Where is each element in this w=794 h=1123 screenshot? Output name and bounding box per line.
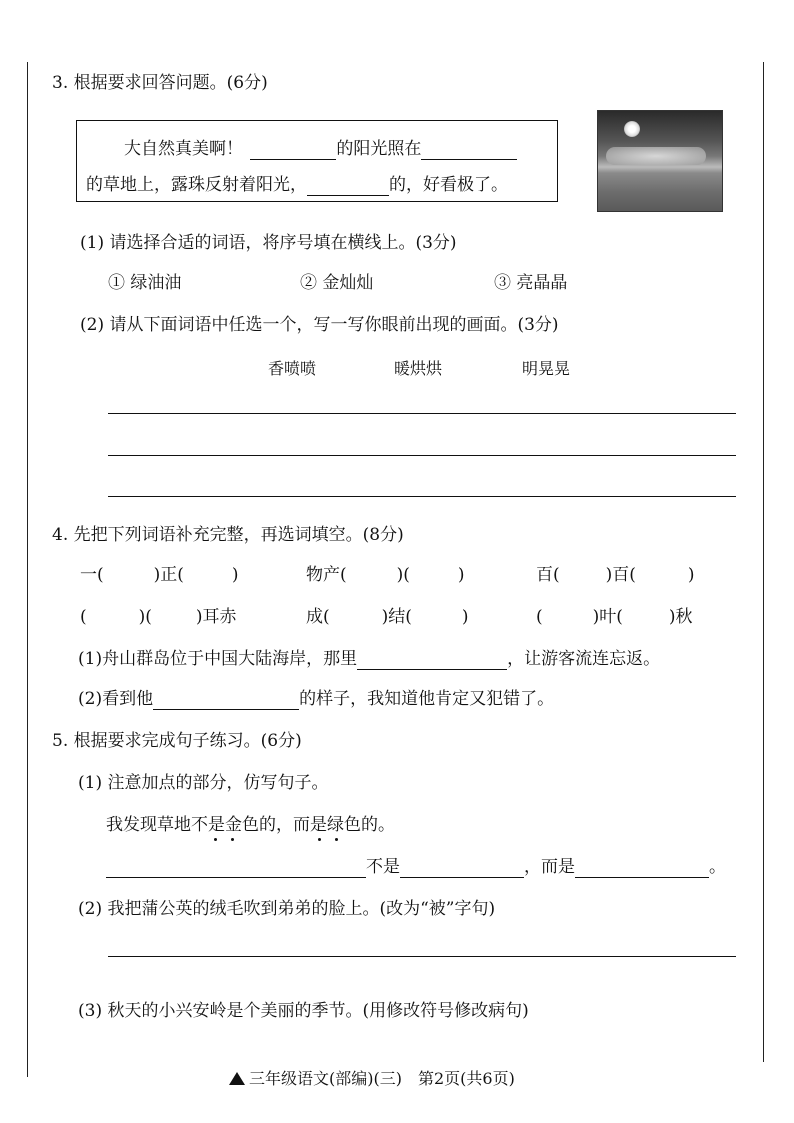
q4-sub2-text: (2)看到他 — [78, 689, 154, 709]
q3-sub2: (2) 请从下面词语中任选一个，写一写你眼前出现的画面。(3分) — [80, 315, 559, 335]
q3-answer-line-1[interactable] — [108, 413, 736, 414]
publisher-logo-icon — [229, 1072, 245, 1085]
emphasis-dot — [214, 838, 217, 841]
idiom-part: ) — [231, 565, 239, 585]
q4-sub2-text: 的样子，我知道他肯定又犯错了。 — [299, 689, 555, 709]
q5-blank-3[interactable] — [575, 859, 709, 878]
q3-word-1: 香喷喷 — [268, 359, 317, 378]
q5-answer-line[interactable] — [108, 956, 736, 957]
idiom-part: )秋 — [668, 607, 693, 627]
q4-sub2 — [78, 688, 554, 710]
idiom-part: ) — [461, 607, 469, 627]
sun-glow — [624, 121, 640, 137]
q3-passage-text: 大自然真美啊！ — [124, 139, 243, 159]
q3-passage-text: 的草地上，露珠反射着阳光， — [86, 175, 307, 195]
idiom-part: )耳赤 — [195, 607, 237, 627]
idiom-part: 成( — [306, 607, 330, 627]
idiom-part: 物产( — [306, 565, 347, 585]
q4-idiom-6 — [536, 606, 693, 628]
q4-sub1-text: ，让游客流连忘返。 — [507, 649, 661, 669]
idiom-part: )( — [396, 565, 410, 585]
emphasis-dot — [318, 838, 321, 841]
q3-passage-text: 的，好看极了。 — [389, 175, 508, 195]
q5-pattern-text: ，而是 — [524, 857, 575, 877]
emphasis-dot — [335, 838, 338, 841]
idiom-part: )百( — [605, 565, 636, 585]
q5-blank-2[interactable] — [400, 859, 524, 878]
left-margin-rule — [27, 62, 28, 1077]
q4-blank-1[interactable] — [357, 651, 507, 670]
q5-pattern-text: 不是 — [366, 857, 400, 877]
idiom-part: 百( — [536, 565, 560, 585]
idiom-part: )( — [138, 607, 152, 627]
q3-option-1: ① 绿油油 — [108, 273, 182, 293]
emphasis-dot — [231, 838, 234, 841]
q4-sub1 — [78, 648, 660, 670]
idiom-part: ( — [536, 607, 543, 627]
idiom-part: 一( — [80, 565, 104, 585]
q3-option-2: ② 金灿灿 — [300, 273, 374, 293]
q5-example-sentence: 我发现草地不是金色的，而是绿色的。 — [106, 815, 395, 835]
q3-passage-line2 — [86, 174, 508, 196]
q3-answer-line-2[interactable] — [108, 455, 736, 456]
footer-text: 三年级语文(部编)(三) 第2页(共6页) — [249, 1069, 515, 1088]
idiom-part: )正( — [153, 565, 184, 585]
q3-sub1: (1) 请选择合适的词语，将序号填在横线上。(3分) — [80, 233, 457, 253]
q4-idiom-2 — [306, 564, 465, 586]
right-margin-rule — [763, 62, 764, 1062]
idiom-part: )结( — [381, 607, 412, 627]
q3-blank-1[interactable] — [250, 141, 336, 160]
idiom-part: ) — [687, 565, 695, 585]
page-footer — [229, 1066, 515, 1089]
q5-blank-1[interactable] — [106, 859, 366, 878]
q5-sub3: (3) 秋天的小兴安岭是个美丽的季节。(用修改符号修改病句) — [78, 1001, 529, 1021]
q5-pattern-line — [106, 856, 726, 878]
idiom-part: ( — [80, 607, 87, 627]
q3-answer-line-3[interactable] — [108, 496, 736, 497]
cloud-band — [606, 147, 706, 165]
q3-blank-3[interactable] — [307, 177, 389, 196]
q3-word-3: 明晃晃 — [522, 359, 571, 378]
q4-idiom-4 — [80, 606, 237, 628]
q3-blank-2[interactable] — [421, 141, 517, 160]
q4-blank-2[interactable] — [153, 691, 299, 710]
q4-idiom-1 — [80, 564, 239, 586]
q5-pattern-text: 。 — [709, 857, 726, 877]
q3-passage-line1 — [124, 138, 517, 160]
q4-idiom-5 — [306, 606, 469, 628]
q3-word-2: 暖烘烘 — [394, 359, 443, 378]
q5-sub2: (2) 我把蒲公英的绒毛吹到弟弟的脸上。(改为“被”字句) — [78, 899, 496, 919]
q3-title: 3. 根据要求回答问题。(6分) — [52, 73, 268, 93]
q4-sub1-text: (1)舟山群岛位于中国大陆海岸，那里 — [78, 649, 358, 669]
sunny-grassland-photo — [597, 110, 723, 212]
q5-title: 5. 根据要求完成句子练习。(6分) — [52, 731, 302, 751]
idiom-part: )叶( — [592, 607, 623, 627]
q3-option-3: ③ 亮晶晶 — [494, 273, 568, 293]
q4-idiom-3 — [536, 564, 695, 586]
q4-title: 4. 先把下列词语补充完整，再选词填空。(8分) — [52, 525, 404, 545]
idiom-part: ) — [457, 565, 465, 585]
q5-sub1: (1) 注意加点的部分，仿写句子。 — [78, 773, 329, 793]
q3-passage-text: 的阳光照在 — [336, 139, 422, 159]
